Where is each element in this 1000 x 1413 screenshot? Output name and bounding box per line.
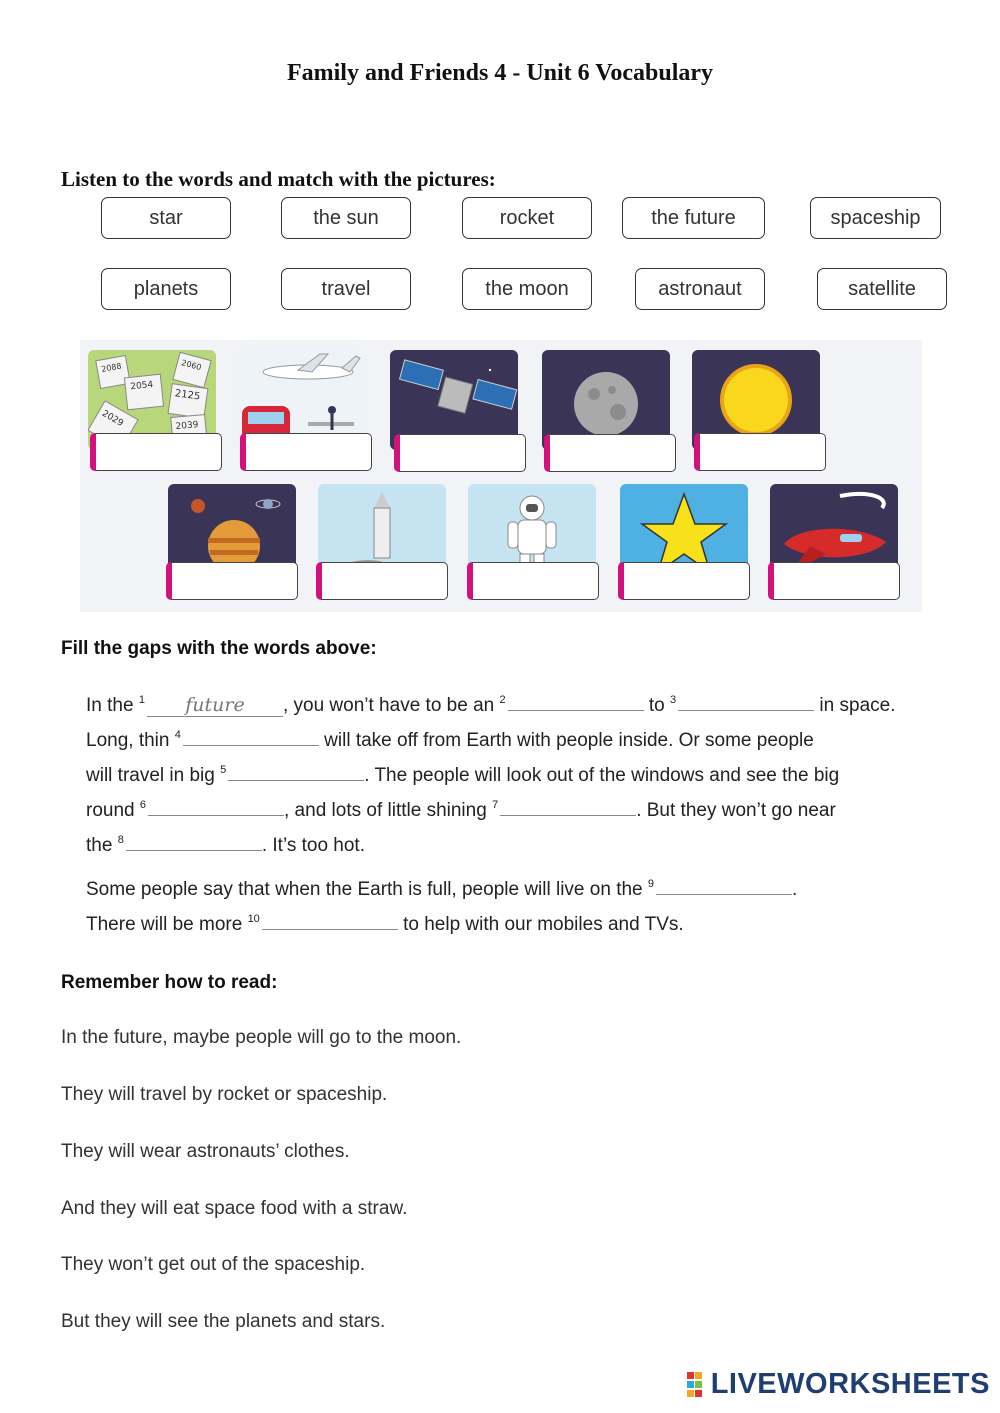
word-chip[interactable]: rocket (462, 197, 592, 239)
answer-box[interactable] (618, 562, 750, 600)
word-chip[interactable]: travel (281, 268, 411, 310)
word-chip[interactable]: star (101, 197, 231, 239)
word-chip[interactable]: the moon (462, 268, 592, 310)
section-heading-read: Remember how to read: (61, 972, 278, 993)
answer-box[interactable] (90, 433, 222, 471)
read-line: They won’t get out of the spaceship. (61, 1254, 366, 1275)
fill-gaps-passage: In the $^1$ future , you won’t have to be an $^2$ to $^3$ in space. Long, thin $^4$ will take off from Earth with people inside. Or some people will travel in big $^5$ . The people will look out of the windows and see the big round $^6$ , and lots of little shining $^7$ . But they won’t go near the $^8$ . It’s too hot. Some people say that when the Earth is full, people will live on the $^9$ . There will be more $^{10}$ to help with our mobiles and TVs. (86, 683, 946, 937)
read-line: But they will see the planets and stars. (61, 1311, 386, 1332)
answer-box[interactable] (467, 562, 599, 600)
answer-box[interactable] (394, 434, 526, 472)
answer-box[interactable] (166, 562, 298, 600)
word-chip[interactable]: astronaut (635, 268, 765, 310)
answer-box[interactable] (240, 433, 372, 471)
liveworksheets-logo-icon (687, 1372, 711, 1398)
svg-text:2029: 2029 (100, 408, 125, 429)
answer-box[interactable] (768, 562, 900, 600)
word-chip[interactable]: the future (622, 197, 765, 239)
answer-box[interactable] (316, 562, 448, 600)
gap-input[interactable] (656, 872, 792, 895)
answer-box[interactable] (694, 433, 826, 471)
section-heading-fill: Fill the gaps with the words above: (61, 638, 377, 659)
footer-brand: LIVEWORKSHEETS (710, 1368, 990, 1400)
gap-input[interactable] (262, 907, 398, 930)
answer-box[interactable] (544, 434, 676, 472)
liveworksheets-logo[interactable] (687, 1368, 990, 1401)
read-line: They will wear astronauts’ clothes. (61, 1141, 350, 1162)
page-title: Family and Friends 4 - Unit 6 Vocabulary (286, 60, 714, 86)
read-line: They will travel by rocket or spaceship. (61, 1084, 388, 1105)
svg-text:2060: 2060 (180, 358, 203, 373)
read-line: In the future, maybe people will go to the moon. (61, 1027, 462, 1048)
pictures-panel (80, 340, 922, 612)
svg-text:2039: 2039 (175, 420, 199, 433)
word-chip[interactable]: satellite (817, 268, 947, 310)
gap-input[interactable] (500, 793, 636, 816)
word-chip[interactable]: planets (101, 268, 231, 310)
gap-input[interactable] (508, 688, 644, 711)
gap-input[interactable] (678, 688, 814, 711)
word-chip[interactable]: the sun (281, 197, 411, 239)
read-line: And they will eat space food with a straw. (61, 1198, 408, 1219)
word-chip[interactable]: spaceship (810, 197, 941, 239)
gap-input[interactable] (228, 758, 364, 781)
section-heading-match: Listen to the words and match with the pictures: (61, 167, 496, 191)
gap-input[interactable] (183, 723, 319, 746)
svg-text:2088: 2088 (100, 361, 123, 374)
gap-input[interactable]: future (147, 694, 283, 717)
gap-input[interactable] (148, 793, 284, 816)
svg-text:2054: 2054 (129, 380, 154, 393)
gap-input[interactable] (126, 828, 262, 851)
svg-text:2125: 2125 (174, 388, 201, 403)
